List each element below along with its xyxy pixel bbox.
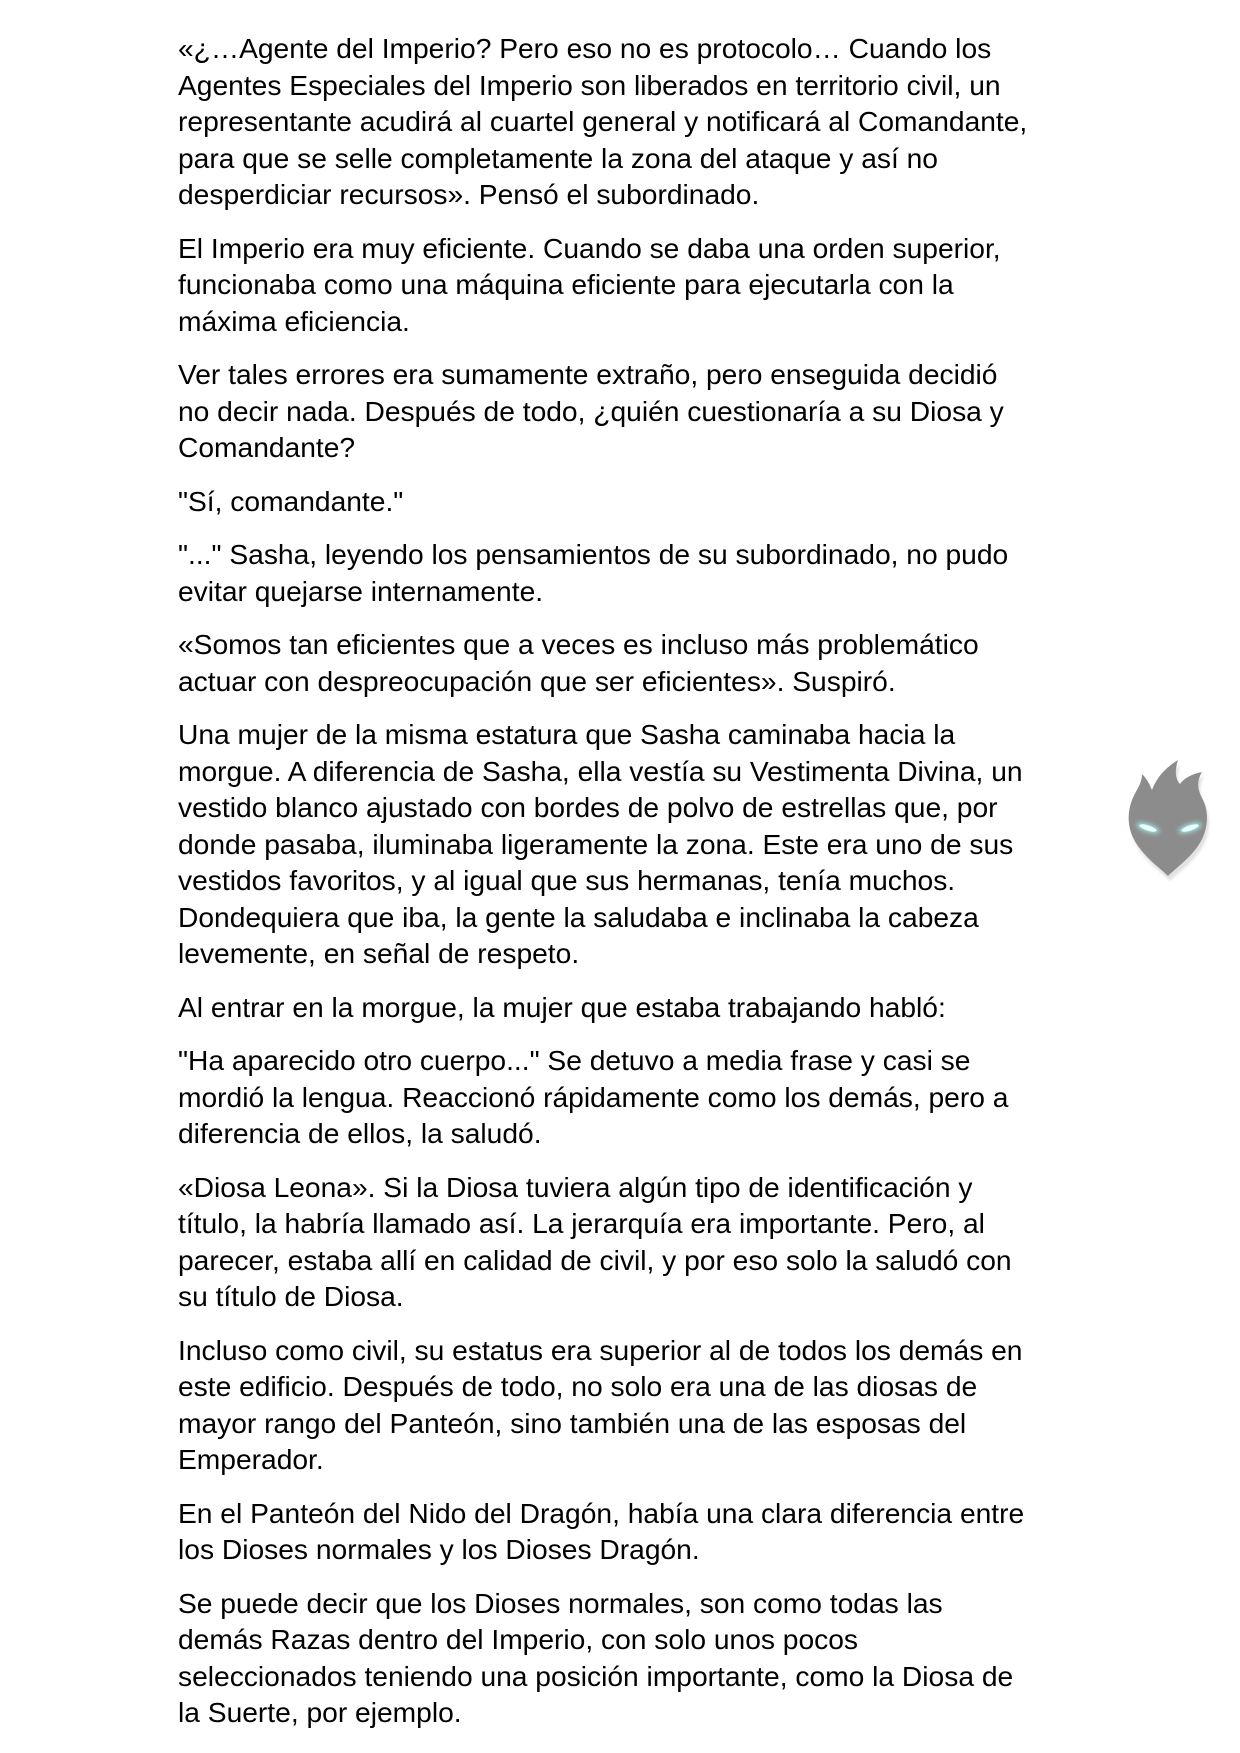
- paragraph-3: Ver tales errores era sumamente extraño, pero enseguida decidió no decir nada. Después de todo, ¿quién cuestionaría a su Diosa y Comandante?: [178, 358, 1004, 463]
- paragraph-6: «Somos tan eficientes que a veces es incluso más problemático actuar con despreocupación que ser eficientes». Suspiró.: [178, 628, 979, 697]
- paragraph-2: El Imperio era muy eficiente. Cuando se daba una orden superior, funcionaba como una máquina eficiente para ejecutarla con la máxima eficiencia.: [178, 231, 1001, 337]
- demon-head-shape: [1129, 760, 1207, 876]
- paragraph-8: Al entrar en la morgue, la mujer que estaba trabajando habló:: [178, 990, 946, 1023]
- paragraph-10: «Diosa Leona». Si la Diosa tuviera algún tipo de identificación y título, la habría llamado así. La jerarquía era importante. Pero, al parecer, estaba allí en calidad de civil, y por eso solo la saludó con su título de Diosa.: [178, 1170, 1012, 1312]
- paragraph-7: Una mujer de la misma estatura que Sasha caminaba hacia la morgue. A diferencia de Sasha, ella vestía su Vestimenta Divina, un vestido blanco ajustado con bordes de polvo de estrellas que, por donde pasaba, iluminaba ligeramente la zona. Este era uno de sus vestidos favoritos, y al igual que sus hermanas, tenía muchos. Dondequiera que iba, la gente la saludaba e inclinaba la cabeza levemente, en señal de respeto.: [178, 718, 1023, 969]
- document-page: [178, 30, 1078, 1748]
- paragraph-9: "Ha aparecido otro cuerpo..." Se detuvo a media frase y casi se mordió la lengua. Reaccionó rápidamente como los demás, pero a diferencia de ellos, la saludó.: [178, 1044, 1009, 1149]
- paragraph-13: Se puede decir que los Dioses normales, son como todas las demás Razas dentro del Imperio, con solo unos pocos seleccionados teniendo una posición importante, como la Diosa de la Suerte, por ejemplo.: [178, 1586, 1014, 1728]
- paragraph-4: "Sí, comandante.": [178, 484, 404, 517]
- demon-head-logo-icon: [1118, 752, 1218, 882]
- paragraph-5: "..." Sasha, leyendo los pensamientos de su subordinado, no pudo evitar quejarse internamente.: [178, 538, 1009, 607]
- paragraph-1: «¿…Agente del Imperio? Pero eso no es protocolo… Cuando los Agentes Especiales del Imperio son liberados en territorio civil, un representante acudirá al cuartel general y notificará al Comandante, para que se selle completamente la zona del ataque y así no desperdiciar recursos». Pensó el subordinado.: [178, 32, 1028, 210]
- paragraph-12: En el Panteón del Nido del Dragón, había una clara diferencia entre los Dioses normales y los Dioses Dragón.: [178, 1496, 1025, 1565]
- paragraph-11: Incluso como civil, su estatus era superior al de todos los demás en este edificio. Después de todo, no solo era una de las diosas de mayor rango del Panteón, sino también una de las esposas del Emperador.: [178, 1333, 1023, 1475]
